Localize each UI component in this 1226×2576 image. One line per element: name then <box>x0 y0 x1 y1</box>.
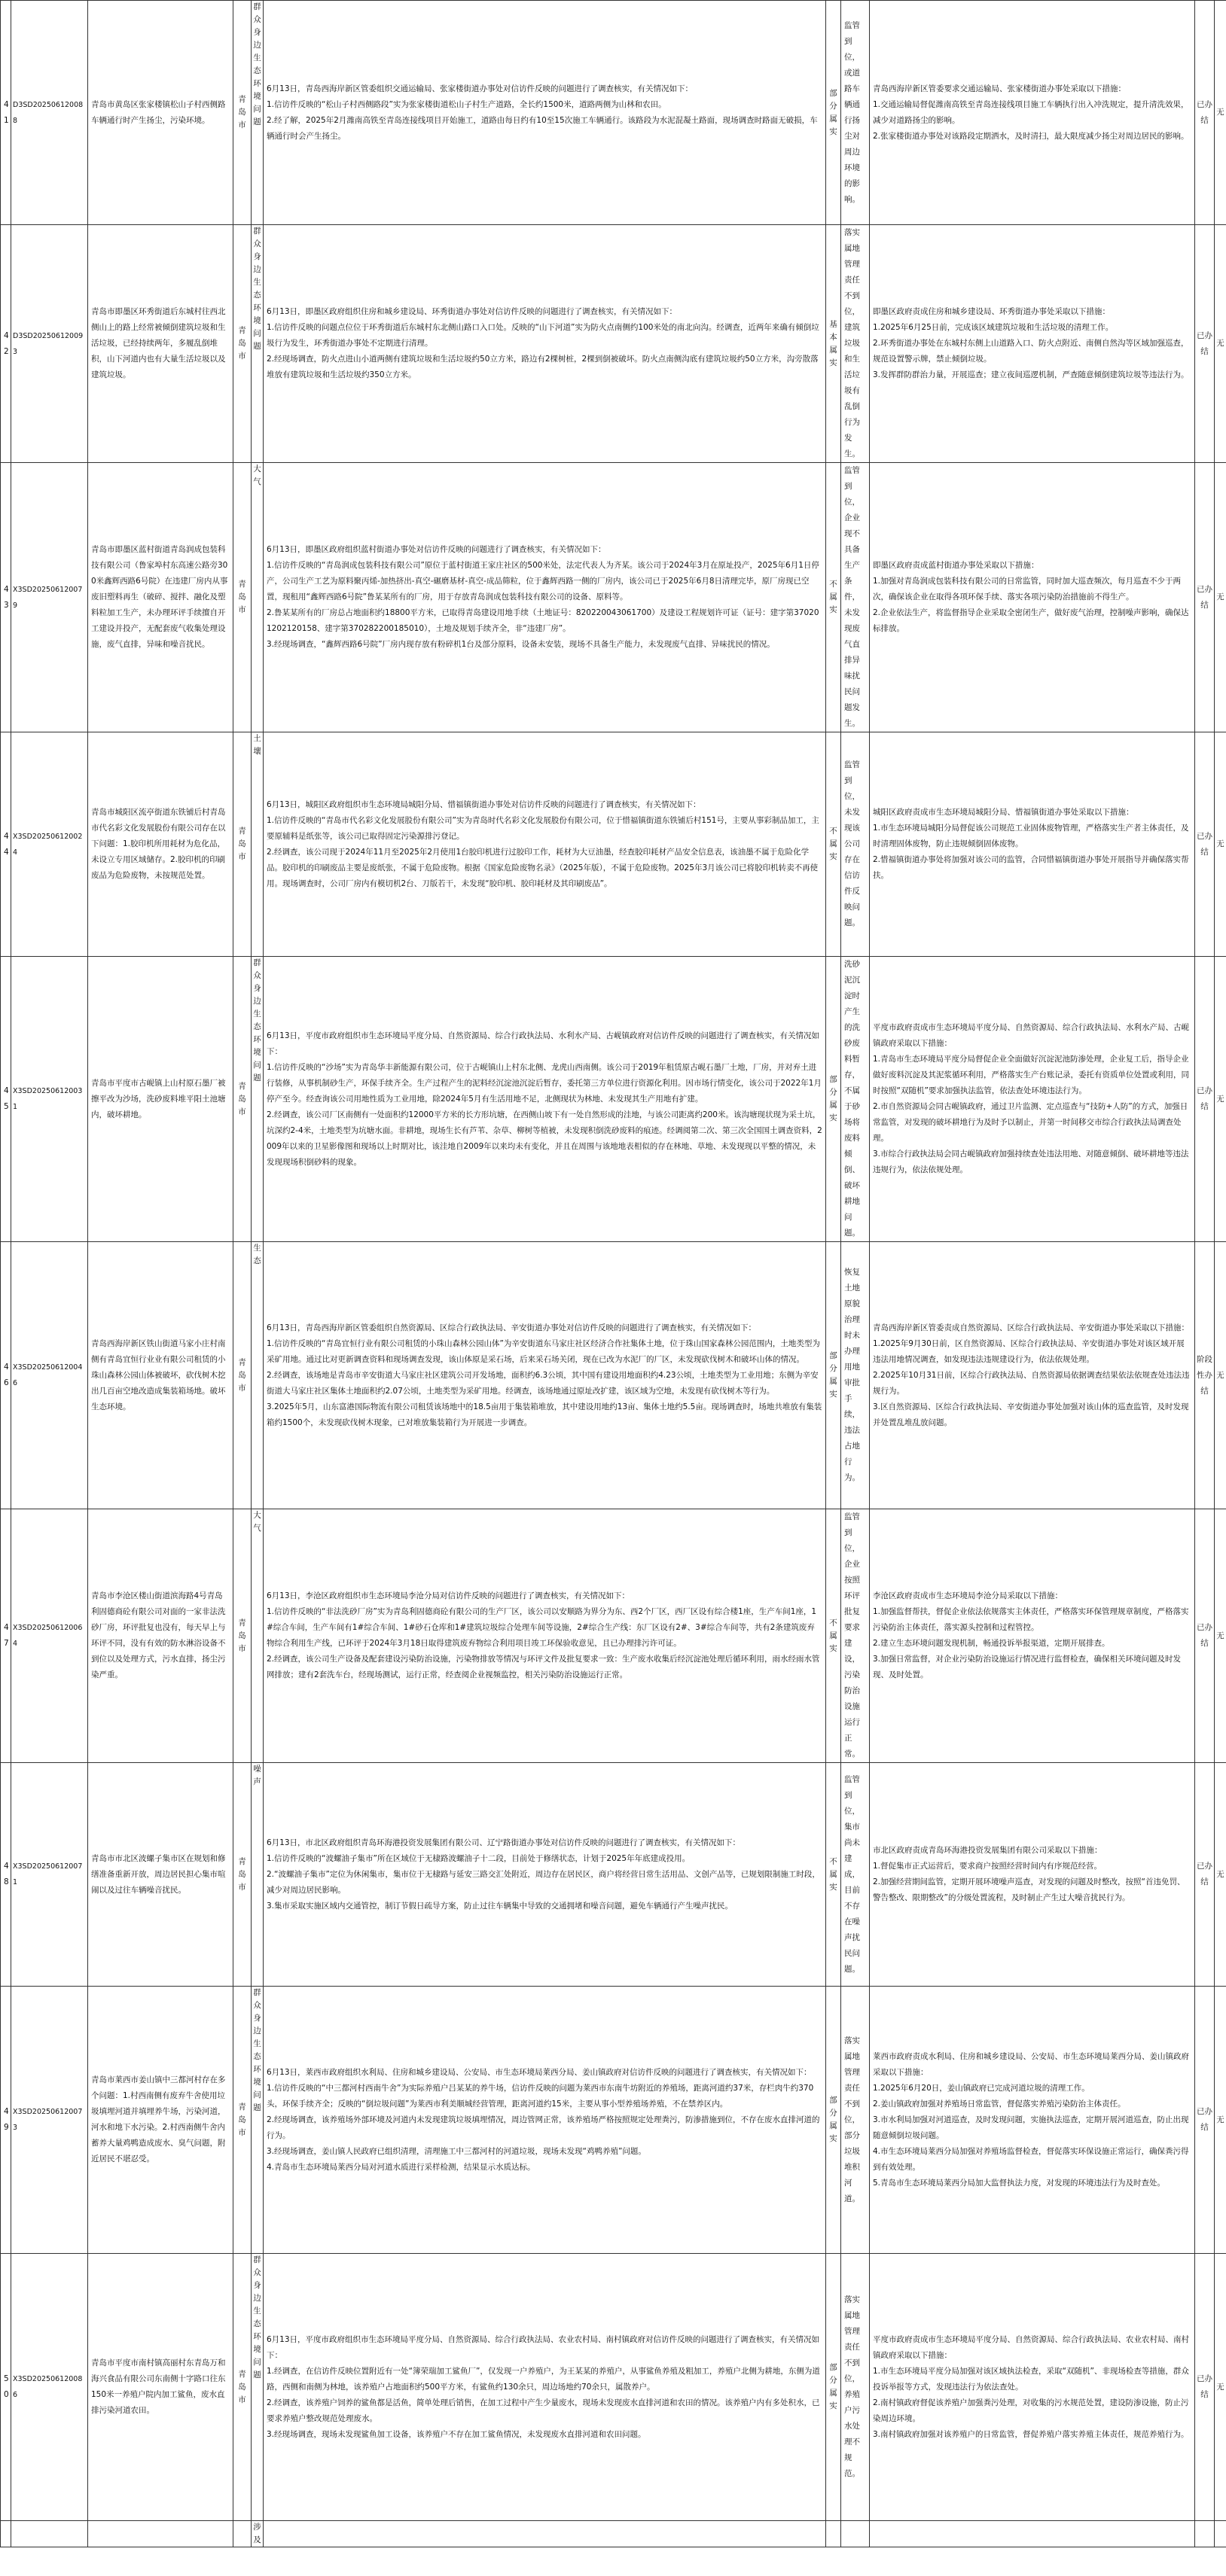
cell-findings <box>264 1763 826 1987</box>
cell-problem: 落实属地管理责任不到位，养殖户污水处理不规范。 <box>841 2254 870 2521</box>
text-line: 1.信访件反映的“中三都河村西南牛舍”为实际养殖户吕某某的养牛场，信访件反映的问题为莱西市东南牛坊附近的养殖场，距离河道约37米，存栏肉牛约370头，环保手续齐全；反映的“倒垃圾问题”为莱西市利美顺城经营管理，距离河道约15米，主要从事小型养殖场养殖，不在禁养区内。 <box>267 2083 814 2109</box>
cell-accountability: 无 <box>1215 1242 1226 1509</box>
cell-case-code: X3SD202506120079 <box>11 463 88 732</box>
text-line: 6月13日，青岛西海岸新区管委组织自然资源局、区综合行政执法局、辛安街道办事处对信访件反映的问题进行了调查核实，有关情况如下： <box>267 1323 757 1332</box>
text-line: 4.青岛市生态环境局莱西分局对河道水质进行采样检测，结果显示水质达标。 <box>267 2162 535 2172</box>
cell-verdict: 部分属实 <box>826 1987 841 2254</box>
cell-verdict: 不属实 <box>826 1763 841 1987</box>
cell-verdict: 部分属实 <box>826 957 841 1242</box>
cell-case-code: X3SD202506120046 <box>11 1242 88 1509</box>
text-line: 平度市政府责成市生态环境局平度分局、自然资源局、综合行政执法局、农业农村局、南村镇政府采取以下措施： <box>873 2334 1189 2360</box>
text-line: 3.市水利局加强对河道巡查，及时发现问题，实施执法巡查，定期开展河道巡查，防止出现随意倾倒垃圾问题。 <box>873 2115 1189 2140</box>
text-line: 1.信访件反映的“青岛润成包装科技有限公司”原位于蓝村街道王家庄社区的500米处，法定代表人为齐某。该公司于2024年3月在原址投产，2025年6月1日停产，公司生产工艺为原料聚丙烯-加热挤出-真空-碾磨基材-真空-成品筛粒，位于鑫辉西路一侧的厂房内，该公司已于2025年6月8日清理完毕，原厂房现已空置，现租用“鑫辉西路6号院”鲁某某所有的厂房，用于存放青岛润成包装科技有限公司的设备、原料等。 <box>267 561 819 601</box>
cell-case-code: X3SD202506120024 <box>11 732 88 957</box>
text-line: 3.经现场调查，现场未发现鲨鱼加工设备，该养殖户不存在加工鲨鱼情况，未发现废水直排河道和农田问题。 <box>267 2429 646 2439</box>
cell-complaint: 青岛市平度市南村镇高丽村东青岛万和海兴食品有限公司东南侧十字路口往东150米一养殖户院内加工鲨鱼，废水直排污染河道农田。 <box>88 2254 233 2521</box>
cell-case-code: X3SD202506120086 <box>11 2254 88 2521</box>
cell-verdict: 不属实 <box>826 463 841 732</box>
cell-area: 青岛市 <box>233 463 252 732</box>
cell-pollution-type: 噪声 <box>252 1763 264 1987</box>
cell-status: 已办结 <box>1195 1 1215 225</box>
cell-accountability: 无 <box>1215 957 1226 1242</box>
cell-pollution-type: 群众身边生态环境问题 <box>252 957 264 1242</box>
cell-findings <box>264 2254 826 2521</box>
cell-no: 43 <box>1 463 11 732</box>
cell-area: 青岛市 <box>233 2254 252 2521</box>
text-line: 6月13日，即墨区政府组织住房和城乡建设局、环秀街道办事处对信访件反映的问题进行了调查核实，有关情况如下： <box>267 307 678 316</box>
text-line: 2.市自然资源局会同古岘镇政府，通过卫片监测、定点巡查与“技防+人防”的方式，加强日常监管，对发现的破坏耕地行为及时予以制止，并第一时间移交市综合行政执法局调查处理。 <box>873 1102 1188 1143</box>
cell-pollution-type: 群众身边生态环境问题 <box>252 225 264 463</box>
cell-pollution-type: 土壤 <box>252 732 264 957</box>
text-line: 2.经现场调查，该养殖场外部环境及河道内未发现建筑垃圾填埋情况，周边管网正常，该养殖场严格按照规定处理粪污，防渗措施到位，不存在废水直排河道的行为。 <box>267 2115 820 2140</box>
text-line: 6月13日，青岛西海岸新区管委组织交通运输局、张家楼街道办事处对信访件反映的问题进行了调查核实，有关情况如下： <box>267 84 694 93</box>
text-line: 3.集市采取实施区域内交通管控，制订节假日疏导方案，防止过往车辆集中导致的交通拥堵和噪音问题，避免车辆通行产生噪声扰民。 <box>267 1901 733 1911</box>
text-line: 3.市综合行政执法局会同古岘镇政府加强持续查处违法用地、对随意倾倒、破坏耕地等违法违规行为，依法依规处理。 <box>873 1149 1189 1174</box>
cell-no: 48 <box>1 1763 11 1987</box>
cell-no <box>1 2521 11 2547</box>
cell-accountability: 无 <box>1215 463 1226 732</box>
text-line: 3.经现场调查，“鑫辉西路6号院”厂房内现存放有粉碎机1台及部分原料，设备未安装，现场不具备生产能力，未发现废气直排、异味扰民的情况。 <box>267 640 775 649</box>
text-line: 平度市政府责成市生态环境局平度分局、自然资源局、综合行政执法局、水利水产局、古岘镇政府采取以下措施： <box>873 1023 1189 1048</box>
cell-no: 42 <box>1 225 11 463</box>
cell-verdict: 部分属实 <box>826 1242 841 1509</box>
text-line: 6月13日，平度市政府组织市生态环境局平度分局、自然资源局、综合行政执法局、水利水产局、古岘镇政府对信访件反映的问题进行了调查核实，有关情况如下： <box>267 1031 820 1056</box>
cell-findings <box>264 957 826 1242</box>
cell-accountability: 无 <box>1215 732 1226 957</box>
cell-verdict: 部分属实 <box>826 2254 841 2521</box>
text-line: 2.加强经营期间监管，定期开展环境噪声巡查，对发现的问题及时整改，按照“首违免罚、警告整改、限期整改”的分级处置流程，及时制止产生过大噪音扰民行为。 <box>873 1877 1185 1902</box>
table-row <box>1 732 1226 957</box>
table-row <box>1 1 1226 225</box>
cell-status: 已办结 <box>1195 2254 1215 2521</box>
text-line: 2.经调查，该养殖户饲养的鲨鱼都是活鱼，简单处理后销售，在加工过程中产生少量废水，现场未发现废水直排河道和农田的情况。该养殖户内有多处积水，已要求养殖户整改规范处理废水。 <box>267 2398 820 2423</box>
cell-accountability: 无 <box>1215 225 1226 463</box>
cell-problem: 落实属地管理责任不到位，部分垃圾堆积河道。 <box>841 1987 870 2254</box>
cell-findings <box>264 225 826 463</box>
cell-verdict: 部分属实 <box>826 1 841 225</box>
text-line: 城阳区政府责成市生态环境局城阳分局、惜福镇街道办事处采取以下措施： <box>873 808 1134 817</box>
text-line: 2.环秀街道办事处在东城村东侧上山道路入口、防火点附近、南侧自然沟等区域加强巡查，规范设置警示牌，禁止倾倒垃圾。 <box>873 339 1189 364</box>
table-row <box>1 2254 1226 2521</box>
text-line: 1.信访件反映的“沙场”实为青岛华丰新能源有限公司，位于古岘镇山上村东北侧、龙虎山西南侧。该公司于2019年租赁原古岘石墨厂土地，厂房，并对弃土进行装修，从事机制砂生产，环保手续齐全。生产过程产生的泥料经沉淀池沉淀后暂存，委托第三方单位进行资源化利用。因市场行情变化，该公司于2022年1月停产至今。经查询该公司用地性质为工业用地，除2024年5月有生活用地不足，北侧现状为林地、未发现其生产用地有扩建。 <box>267 1062 822 1104</box>
cell-area: 青岛市 <box>233 1 252 225</box>
table-row <box>1 957 1226 1242</box>
cell-measures <box>870 732 1195 957</box>
text-line: 2.经调查，该公司生产设备及配套建设污染防治设施，污染物排放等情况与环评文件及批复要求一致：生产废水收集后经沉淀池处理后循环利用，雨水经雨水管网排放；建有2套洗车台，经现场测试，运行正常，经查阅企业视频监控，相关污染防治设施运行正常。 <box>267 1655 820 1679</box>
cell-findings <box>264 1987 826 2254</box>
cell-complaint: 青岛市李沧区楼山街道滨海路4号青岛利固德商砼有限公司对面的一家非法洗砂厂房，环评批复也没有，每天早上与环评不同，没有有效的防水淋浴设备不到位以及处理方式，污水直排，扬尘污染严重。 <box>88 1509 233 1763</box>
table-row <box>1 1763 1226 1987</box>
cell-pollution-type: 群众身边生态环境问题 <box>252 1 264 225</box>
cell-accountability: 无 <box>1215 1987 1226 2254</box>
cell-area: 青岛市 <box>233 1509 252 1763</box>
cell-measures <box>870 225 1195 463</box>
cell-problem: 监管到位，企业现不具备生产条件，未发现废气直排异味扰民问题发生。 <box>841 463 870 732</box>
text-line: 1.督促集市正式运营后，要求商户按照经营时间内有序规范经营。 <box>873 1862 1102 1871</box>
table-row <box>1 463 1226 732</box>
text-line: 莱西市政府责成水利局、住房和城乡建设局、公安局、市生态环境局莱西分局、姜山镇政府采取以下措施： <box>873 2051 1189 2077</box>
cell-case-code: X3SD202506120073 <box>11 1987 88 2254</box>
cell-status: 已办结 <box>1195 463 1215 732</box>
text-line: 1.信访件反映的“波螺油子集市”所在区域位于无棣路波螺油子十二段，目前处于修缮状态，计划于2025年年底建成投用。 <box>267 1853 691 1863</box>
text-line: 1.信访件反映的“青岛市代名彩文化发展股份有限公司”实为青岛时代名彩文化发展股份有限公司，位于惜福镇街道东铁铺后村151号，主要从事彩制品加工，主要原辅料是纸张等，该公司已取得固定污染源排污登记。 <box>267 815 819 841</box>
cell-no: 46 <box>1 1242 11 1509</box>
cell-status: 已办结 <box>1195 1763 1215 1987</box>
text-line: 5.青岛市生态环境局莱西分局加大监督执法力度，对发现的环境违法行为及时查处。 <box>873 2178 1166 2188</box>
text-line: 青岛西海岸新区管委责成自然资源局、区综合行政执法局、辛安街道办事处采取以下措施： <box>873 1323 1189 1332</box>
text-line: 2.经调查，该公司现于2024年11月至2025年2月使用1台胶印机进行过胶印工作，耗材为大豆油墨，经查胶印耗材产品安全信息表，该油墨不属于危险化学品。胶印机的印刷废品主要是废纸张，不属于危险废物。根据《国家危险废物名录》（2025年版），不属于危险废物。2025年3月该公司已将胶印机转卖不再使用。现场调查时，公司厂房内有模切机2台、刀版若干，未发现“胶印机、胶印耗材及其印刷废品”。 <box>267 847 819 888</box>
cell-problem: 监管到位，或道路车辆通行扬尘对周边环境的影响。 <box>841 1 870 225</box>
table-row <box>1 1509 1226 1763</box>
cell-status: 已办结 <box>1195 732 1215 957</box>
text-line: 2.南村镇政府督促该养殖户加强粪污处理，对收集的污水规范处置，建设防渗设施，防止污染周边环境。 <box>873 2398 1189 2423</box>
text-line: 6月13日，即墨区政府组织蓝村街道办事处对信访件反映的问题进行了调查核实，有关情况如下： <box>267 545 606 554</box>
table-row <box>1 2521 1226 2547</box>
cell-complaint: 青岛西海岸新区铁山街道马家小庄村南侧有青岛宜恒行业业有限公司租赁的小珠山森林公园山体被破坏，砍伐树木挖出几百亩空地改造成集装箱场地。破坏生态环境。 <box>88 1242 233 1509</box>
text-line: 即墨区政府责成蓝村街道办事处采取以下措施： <box>873 561 1039 570</box>
cell-case-code: D3SD202506120088 <box>11 1 88 225</box>
table-row <box>1 225 1226 463</box>
text-line: 3.加强日常监督，对企业污染防治设施运行情况进行监督检查，确保相关环境问题及时发现、及时处置。 <box>873 1655 1182 1679</box>
text-line: 青岛西海岸新区管委要求交通运输局、张家楼街道办事处采取以下措施： <box>873 84 1126 93</box>
cell-complaint <box>88 2521 233 2547</box>
cell-findings <box>264 1 826 225</box>
text-line: 3.发挥群防群治力量，开展巡查；建立夜间巡逻机制，严查随意倾倒建筑垃圾等违法行为。 <box>873 370 1189 379</box>
text-line: 1.2025年9月30日前，区自然资源局、区综合行政执法局、辛安街道办事处对该区域开展违法用地情况调查，如发现违法违规建设行为，依法依规处理。 <box>873 1338 1185 1364</box>
cell-no: 44 <box>1 732 11 957</box>
text-line: 6月13日，李沧区政府组织市生态环境局李沧分局对信访件反映的问题进行了调查核实，有关情况如下： <box>267 1591 630 1600</box>
cell-case-code: X3SD202506120064 <box>11 1509 88 1763</box>
cell-no: 41 <box>1 1 11 225</box>
cell-status: 阶段性办结 <box>1195 1242 1215 1509</box>
text-line: 2.2025年10月31日前，区综合行政执法局、自然资源局依据调查结果依法依规查处违法违规行为。 <box>873 1370 1190 1396</box>
cell-accountability: 无 <box>1215 1763 1226 1987</box>
cell-complaint: 青岛市莱西市姜山镇中三都河村存在多个问题：1.村西南侧有废弃牛舍使用垃圾填埋河道并填埋养牛场，污染河道，河水和地下水污染。2.村西南侧牛舍内蓄养大量鸡鸭造成废水、臭气问题，附近居民不堪忍受。 <box>88 1987 233 2254</box>
text-line: 1.经调查，在信访件反映位置附近有一处“簿荣瑞加工鲨鱼厂”，仅发现一户养殖户，为王某某的养殖户，从事鲨鱼养殖及粗加工，养殖户北侧为耕地，东侧为道路，西侧和南侧为林地，该养殖户占地面积约500平方米，有鲨鱼约130余只，周边场地约70余只，属散养户。 <box>267 2366 820 2392</box>
text-line: 3.南村镇政府加强对该养殖户的日常监管，督促养殖户落实养殖主体责任，规范养殖行为。 <box>873 2429 1189 2439</box>
cell-area: 青岛市 <box>233 1242 252 1509</box>
cell-status <box>1195 2521 1215 2547</box>
cell-measures <box>870 1987 1195 2254</box>
cell-case-code: X3SD202506120031 <box>11 957 88 1242</box>
text-line: 4.市生态环境局莱西分局加强对养殖场监督检查，督促落实环保设施正常运行，确保粪污得到有效处理。 <box>873 2146 1189 2172</box>
cell-case-code <box>11 2521 88 2547</box>
text-line: 2.经现场调查，防火点进山小道两侧有建筑垃圾和生活垃圾约50立方米，路边有2棵树桩，2棵到倒被破坏。防火点南侧沟底有建筑垃圾约50立方米，沟旁散落堆放有建筑垃圾和生活垃圾约350立方米。 <box>267 355 819 379</box>
cell-pollution-type: 涉及 <box>252 2521 264 2547</box>
cell-complaint: 青岛市市北区波螺子集市区在规划和修缮准备重新开放，周边居民担心集市喧闹以及过往车辆噪音扰民。 <box>88 1763 233 1987</box>
text-line: 6月13日，市北区政府组织青岛环海港投资发展集团有限公司、辽宁路街道办事处对信访件反映的问题进行了调查核实，有关情况如下： <box>267 1838 741 1847</box>
cell-pollution-type: 群众身边生态环境问题 <box>252 1987 264 2254</box>
text-line: 1.加强对青岛润成包装科技有限公司的日常监管，同时加大巡查频次，每月巡查不少于两次，确保该企业在取得各项环保手续、落实各项污染防治措施前不得生产。 <box>873 577 1182 601</box>
text-line: 2.鲁某某所有的厂房总占地面积约18800平方米，已取得青岛建设用地手续（土地证号：820220043061700）及建设工程规划许可证（证号：建字第370201202120158、建字第370282200185010），土地及规划手续齐全，非“违建厂房”。 <box>267 608 819 633</box>
text-line: 2.经了解，2025年2月潍南高铁至青岛连接线项目开始施工，道路由每日约有10至15次施工车辆通行。该路段为水泥混凝土路面，现场调查时路面无破损，车辆通行时会产生扬尘。 <box>267 115 818 141</box>
text-line: 2.经调查，该场地是青岛市辛安街道大马家庄社区建筑公司开发场地，面积约6.3公顷，其中国有建设用地面积约4.23公顷，土地类型为工业用地；东侧为辛安街道大马家庄社区集体土地面积约2.07公顷，土地类型为采矿用地。经调查，该场地通过原址改扩建，该区域为空地，未发现有砍伐树木等行为。 <box>267 1370 819 1396</box>
cell-complaint: 青岛市即墨区环秀街道后东城村往西北侧山上的路上经常被倾倒建筑垃圾和生活垃圾，已经持续两年，多履乱倒堆积，山下河道内也有大量生活垃圾以及建筑垃圾。 <box>88 225 233 463</box>
cell-measures <box>870 463 1195 732</box>
cell-accountability <box>1215 2521 1226 2547</box>
text-line: 2.企业依法生产，将监督指导企业采取全密闭生产，做好废气治理，控制噪声影响，确保达标排放。 <box>873 608 1189 633</box>
cell-no: 50 <box>1 2254 11 2521</box>
text-line: 1.加强监督帮扶，督促企业依法依规落实主体责任，严格落实环保管理规章制度，严格落实污染防治主体责任，落实源头控制和过程管控。 <box>873 1607 1189 1632</box>
text-line: 李沧区政府责成市生态环境局李沧分局采取以下措施： <box>873 1591 1063 1600</box>
cell-verdict: 不属实 <box>826 1509 841 1763</box>
cell-area <box>233 2521 252 2547</box>
cell-findings <box>264 732 826 957</box>
text-line: 3.2025年5月，山东富港国际物流有限公司租赁该场地中的18.5亩用于集装箱堆放，其中建设用地约13亩、集体土地约5.5亩。现场调查时，场地共堆放有集装箱约1500个，未发现砍伐树木现象，已对堆放集装箱行为开展进一步调查。 <box>267 1402 822 1427</box>
cell-complaint: 青岛市黄岛区张家楼镇松山子村西侧路车辆通行时产生扬尘，污染环境。 <box>88 1 233 225</box>
cell-verdict: 基本属实 <box>826 225 841 463</box>
text-line: 3.经现场调查，姜山镇人民政府已组织清理，清理施工中三都河村的河道垃圾，现场未发现“鸡鸭养殖”问题。 <box>267 2146 646 2156</box>
cell-findings <box>264 2521 826 2547</box>
cell-measures <box>870 1509 1195 1763</box>
text-line: 2.经调查，该公司厂区南侧有一处面积约12000平方米的长方形坑塘，在西侧山坡下有一处自然形成的洼地，与该公司距离约200米。该沟塘现状现为采土坑，坑深约2-4米，土地类型为坑塘水面。非耕地，现场生长有芦苇、杂草、柳树等植被，未发现积倒洗砂废料的痕迹。经调阅第二次、第三次全国国土调查资料，2009年以来的卫星影像图和现场以上时期对比，该洼地自2009年以来均未有变化，并且在周围与该地地表相似的存在林地、草地、未发现现以平整的情况，未发现现场积倒砂料的现象。 <box>267 1110 822 1167</box>
cell-status: 已办结 <box>1195 957 1215 1242</box>
cell-accountability: 无 <box>1215 2254 1226 2521</box>
text-line: 1.信访件反映的“青岛宜恒行业有限公司租赁的小珠山森林公园山体”为辛安街道东马家庄社区经济合作社集体土地，位于珠山国家森林公园范围内，土地类型为采矿用地。通过比对更新调查资料和现场调查发现，该山体原是采石场，后来采石场关闭，现在已改为水泥厂的厂区，未发现砍伐树木和破坏山体的情况。 <box>267 1338 820 1364</box>
cell-case-code: X3SD202506120071 <box>11 1763 88 1987</box>
cell-pollution-type: 群众身边生态环境问题 <box>252 2254 264 2521</box>
cell-problem: 洗砂泥沉淀时产生的洗砂废料暂存，不属于砂场将废料倾倒、破坏耕地问题。 <box>841 957 870 1242</box>
text-line: 2.惜福镇街道办事处将加强对该公司的监管，合同惜福镇街道办事处开展指导并确保落实帮扶。 <box>873 855 1189 880</box>
cell-complaint: 青岛市城阳区流亭街道东铁铺后村青岛市代名彩文化发展股份有限公司存在以下问题：1.胶印机所用耗材为危化品，未设立专用区域储存。2.胶印机的印刷废品为危险废物，未按规范处置。 <box>88 732 233 957</box>
text-line: 2.建立生态环境问题发现机制，畅通投诉举报渠道，定期开展排查。 <box>873 1639 1110 1648</box>
cell-status: 已办结 <box>1195 225 1215 463</box>
cell-accountability: 无 <box>1215 1509 1226 1763</box>
text-line: 6月13日，平度市政府组织市生态环境局平度分局、自然资源局、综合行政执法局、农业农村局、南村镇政府对信访件反映的问题进行了调查核实，有关情况如下： <box>267 2334 820 2360</box>
cell-findings <box>264 1509 826 1763</box>
cell-case-code: D3SD202506120093 <box>11 225 88 463</box>
cell-pollution-type: 生态 <box>252 1242 264 1509</box>
text-line: 1.信访件反映的“松山子村西侧路段”实为张家楼街道松山子村生产道路，全长约1500米，道路两侧为山林和农田。 <box>267 99 666 109</box>
text-line: 市北区政府责成青岛环海港投资发展集团有限公司采取以下措施： <box>873 1846 1102 1855</box>
cell-measures <box>870 1 1195 225</box>
cell-problem: 监管到位，未发现该公司存在信访件反映问题。 <box>841 732 870 957</box>
cell-no: 45 <box>1 957 11 1242</box>
text-line: 6月13日，城阳区政府组织市生态环境局城阳分局、惜福镇街道办事处对信访件反映的问题进行了调查核实，有关情况如下： <box>267 799 701 809</box>
text-line: 3.区自然资源局、区综合行政执法局、辛安街道办事处加强对该山体的巡查监管，及时发现并处置乱堆乱放问题。 <box>873 1402 1189 1427</box>
text-line: 1.青岛市生态环境局平度分局督促企业全面做好沉淀泥池防渗处理，企业复工后，指导企业做好废料沉淀及其泥浆循环利用，严格落实生产台账记录，委托有资质单位处置或利用，同时按照“双随机”要求加强执法监管，依法查处环境违法行为。 <box>873 1055 1189 1095</box>
cell-verdict: 不属实 <box>826 732 841 957</box>
text-line: 1.信访件反映的“非法洗砂厂房”实为青岛利固德商砼有限公司的生产厂区，该公司以安顺路为界分为东、西2个厂区，西厂区设有综合楼1座，生产车间1座，1#综合车间，生产车间有1#综合车间、1#砂石仓库和1#建筑垃圾综合处理车间等设施，2#综合生产线：东厂区设有2#、3#综合车间等，共有2条建筑废弃物综合利用生产线，已环评于2024年3月18日取得建筑废弃物综合利用项目竣工环保验收意见，且已办理排污许可证。 <box>267 1607 817 1648</box>
cell-area: 青岛市 <box>233 1987 252 2254</box>
cell-area: 青岛市 <box>233 1763 252 1987</box>
text-line: 1.市生态环境局城阳分局督促该公司规范工业固体废物管理，严格落实生产者主体责任，及时清理固体废物，防止违规倾倒固体废物。 <box>873 824 1189 848</box>
cell-verdict <box>826 2521 841 2547</box>
text-line: 2.张家楼街道办事处对该路段定期洒水，及时清扫，最大限度减少扬尘对周边居民的影响。 <box>873 131 1189 141</box>
cell-problem: 监管到位，企业按照环评批复要求建设，污染防治设施运行正常。 <box>841 1509 870 1763</box>
cell-findings <box>264 1242 826 1509</box>
cell-complaint: 青岛市即墨区蓝村街道青岛润成包装科技有限公司（鲁家埠村东高速公路旁300米鑫辉西路6号院）在违建厂房内从事废旧塑料再生（破碎、搅拌、融化及塑料粒加工生产，未办理环评手续擅自开工建设并投产，无配套废气收集处理设施，废气直排，异味和噪音扰民。 <box>88 463 233 732</box>
cell-accountability: 无 <box>1215 1 1226 225</box>
table-row <box>1 1242 1226 1509</box>
cell-measures <box>870 1763 1195 1987</box>
cell-area: 青岛市 <box>233 225 252 463</box>
cell-problem: 监管到位，集市尚未建成，目前不存在噪声扰民问题。 <box>841 1763 870 1987</box>
text-line: 1.市生态环境局平度分局加强对该区域执法检查，采取“双随机”、非现场检查等措施，群众投诉举报等方式，发现违法行为依法查处。 <box>873 2366 1189 2392</box>
text-line: 即墨区政府责成住房和城乡建设局、环秀街道办事处采取以下措施： <box>873 307 1110 316</box>
text-line: 1.信访件反映的问题点位位于环秀街道后东城村东北侧山路口入口处。反映的“山下河道”实为防火点南侧约100米处的南北向沟。经调查，近两年来确有倾倒垃圾行为发生，环秀街道办事处不定期进行清理。 <box>267 323 819 348</box>
cell-no: 47 <box>1 1509 11 1763</box>
table-row <box>1 1987 1226 2254</box>
text-line: 1.2025年6月20日，姜山镇政府已完成河道垃圾的清理工作。 <box>873 2083 1090 2093</box>
text-line: 1.2025年6月25日前，完成该区域建筑垃圾和生活垃圾的清理工作。 <box>873 323 1114 332</box>
cell-no: 49 <box>1 1987 11 2254</box>
cell-problem <box>841 2521 870 2547</box>
text-line: 2.姜山镇政府加强对养殖场日常监管，督促落实养殖污染防治主体责任。 <box>873 2099 1126 2109</box>
cell-area: 青岛市 <box>233 732 252 957</box>
cell-measures <box>870 2521 1195 2547</box>
cell-problem: 落实属地管理责任不到位，建筑垃圾和生活垃圾有乱倒行为发生。 <box>841 225 870 463</box>
cell-measures <box>870 957 1195 1242</box>
cell-problem: 恢复土地原貌治理时未办理用地审批手续，违法占地行为。 <box>841 1242 870 1509</box>
cell-findings <box>264 463 826 732</box>
text-line: 1.交通运输局督促潍南高铁至青岛连接线项目施工车辆执行出入冲洗规定，提升清洗效果，减少对道路扬尘的影响。 <box>873 99 1189 125</box>
text-line: 2.“波螺油子集市”定位为休闲集市，集市位于无棣路与延安三路交汇处附近，周边存在居民区，商户将经营日常生活用品、文创产品等，已规划限制施工时段，减少对周边居民影响。 <box>267 1869 820 1895</box>
cell-pollution-type: 大气 <box>252 463 264 732</box>
cell-status: 已办结 <box>1195 1509 1215 1763</box>
cell-pollution-type: 大气 <box>252 1509 264 1763</box>
cell-status: 已办结 <box>1195 1987 1215 2254</box>
cell-measures <box>870 2254 1195 2521</box>
cell-complaint: 青岛市平度市古岘镇上山村原石墨厂被擦平改为沙场，洗砂废料堆平阳土池塘内，破坏耕地。 <box>88 957 233 1242</box>
text-line: 6月13日，莱西市政府组织水利局、住房和城乡建设局、公安局、市生态环境局莱西分局、姜山镇政府对信访件反映的问题进行了调查核实，有关情况如下： <box>267 2067 812 2077</box>
cell-area: 青岛市 <box>233 957 252 1242</box>
cell-measures <box>870 1242 1195 1509</box>
